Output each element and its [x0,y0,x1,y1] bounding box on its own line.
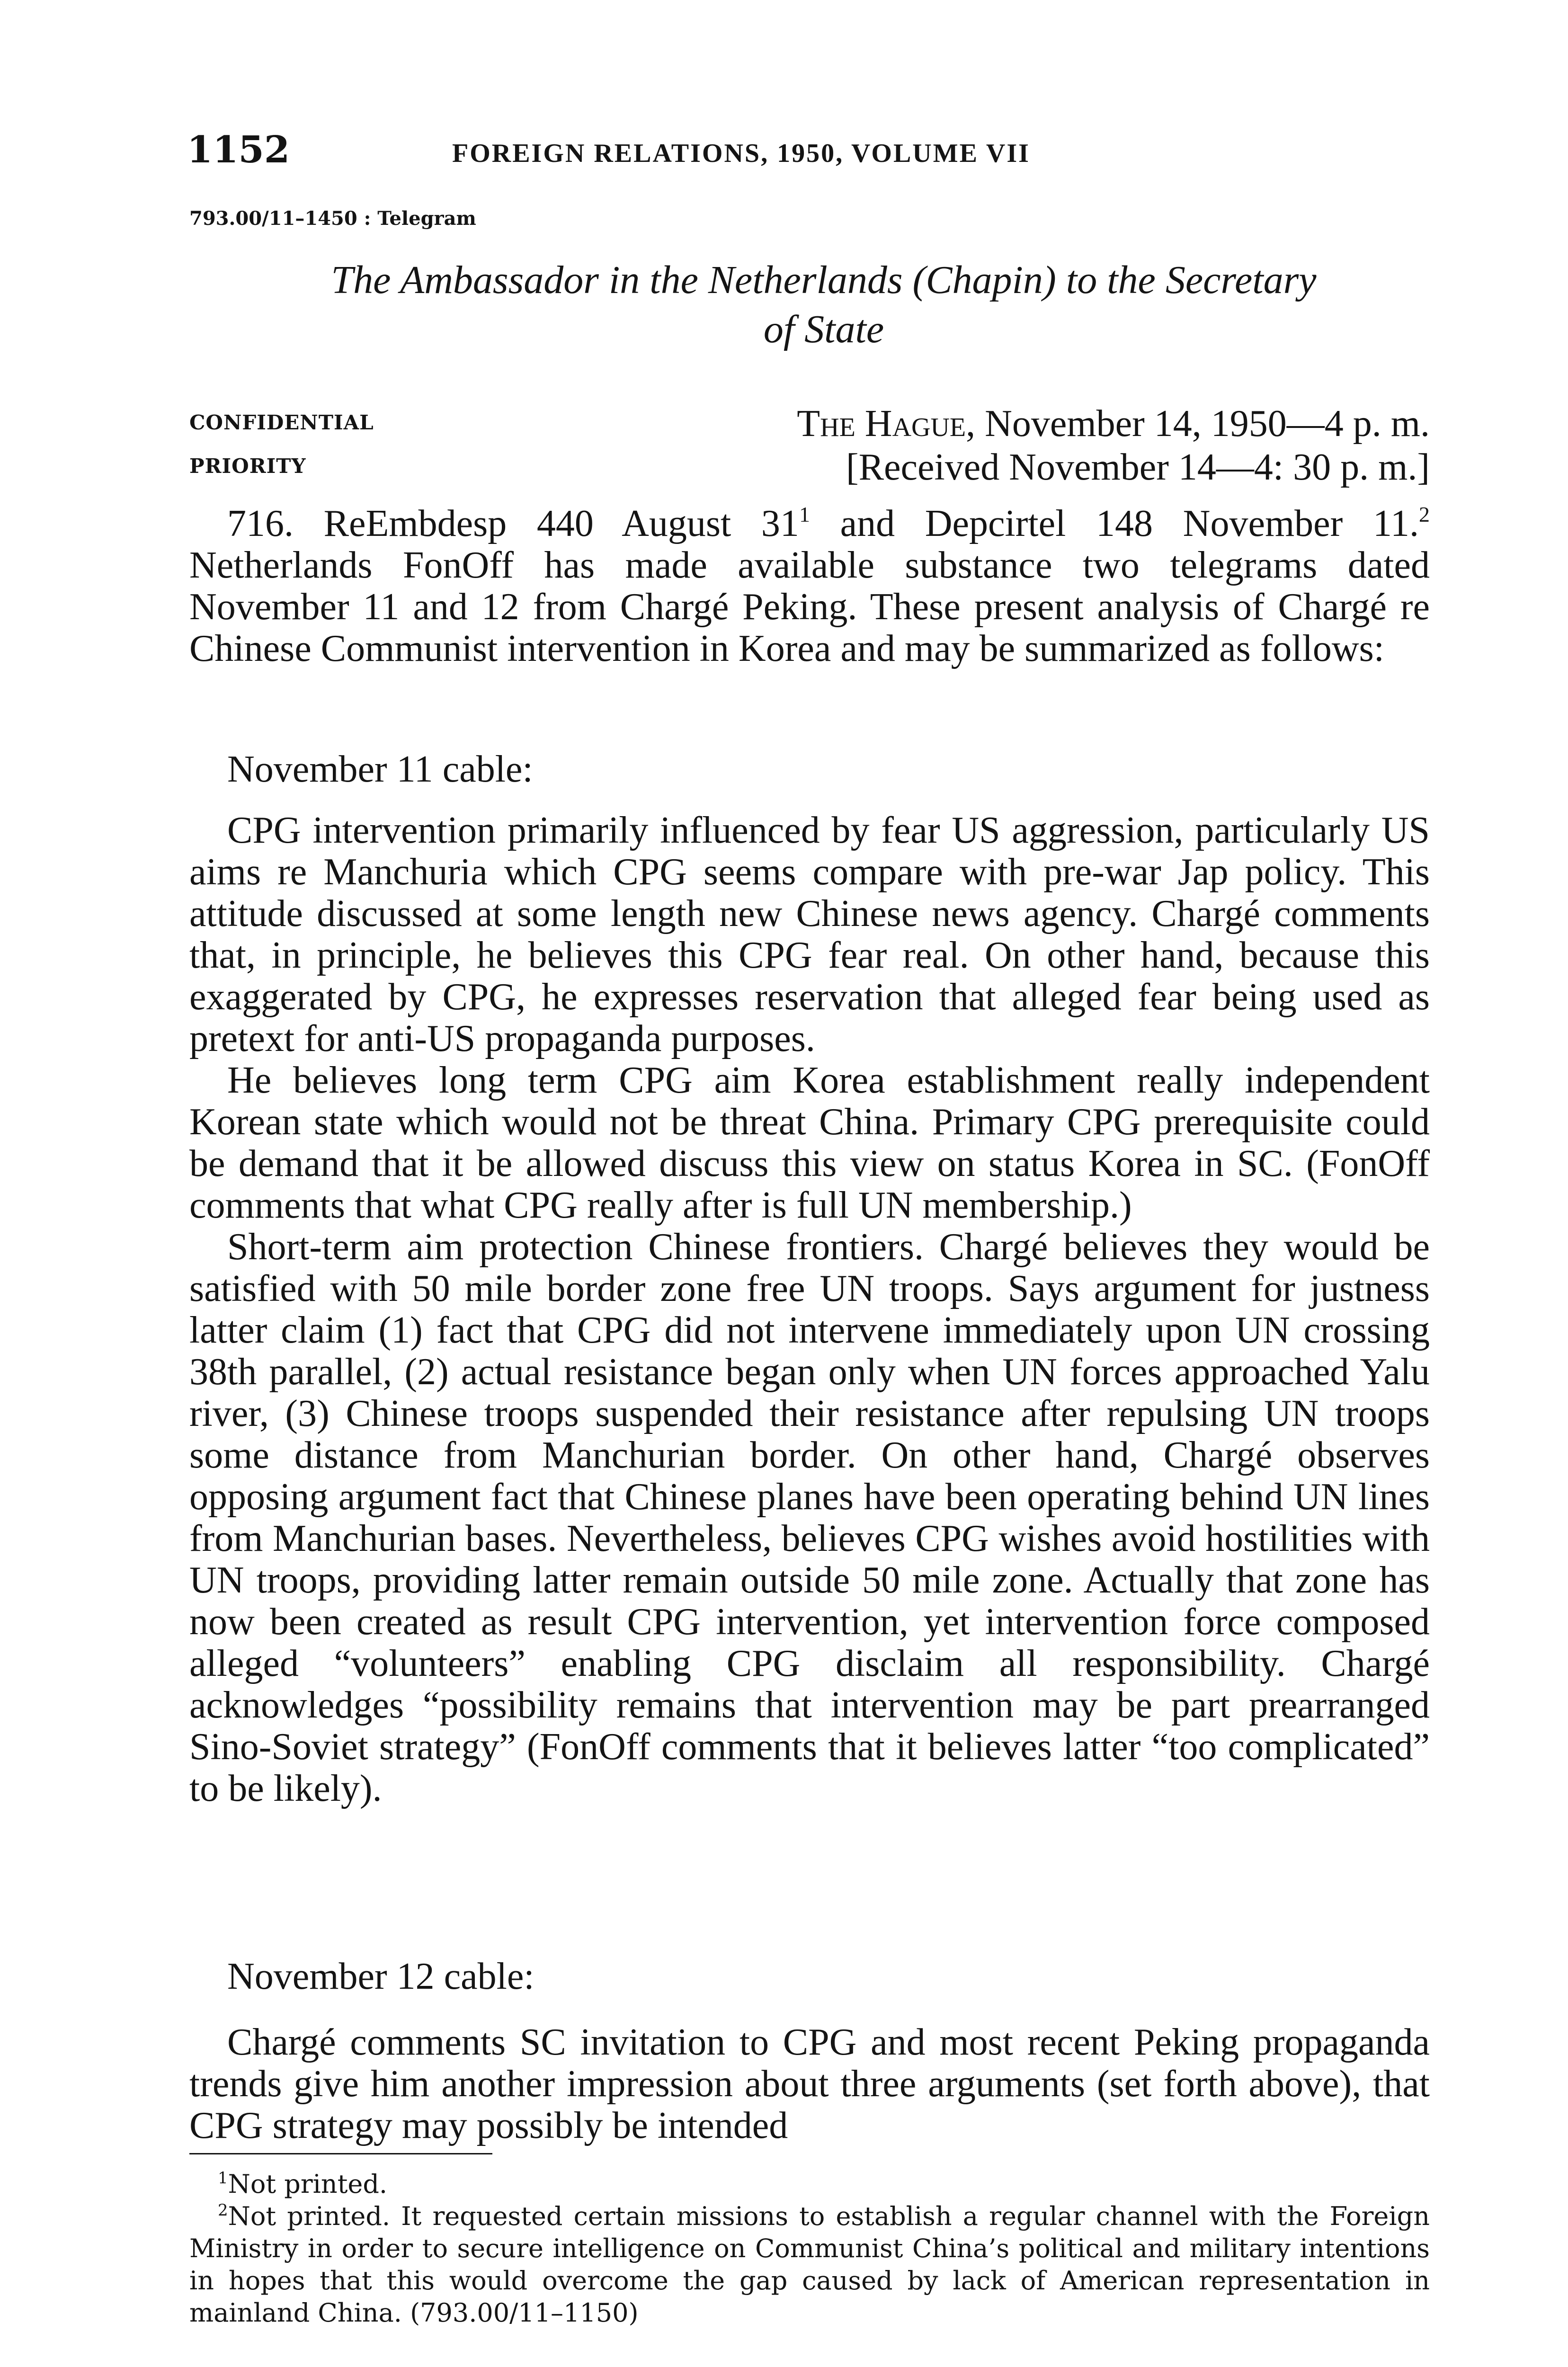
footnote-1 [189,2168,1430,2200]
page-header [187,124,1427,176]
file-reference: 793.00/11–1450 : Telegram [189,207,476,230]
footnote-ref-2: 2 [1419,502,1430,526]
document-title [218,256,1430,354]
received-line: [Received November 14—4: 30 p. m.] [846,446,1430,488]
cable-1-paragraph: CPG intervention primarily influenced by fear US aggression, particularly US aims re Manchuria which CPG seems compare with pre-war Jap policy. This attitude discussed at some length new Chinese news agency. Chargé comments that, in principle, he believes this CPG fear real. On other hand, because this exaggerated by CPG, he expresses reservation that alleged fear being used as pretext for anti-US propaganda purposes. [189,810,1430,1059]
footnote-marker: 2 [218,2201,228,2220]
cable-1-heading: November 11 cable: [227,748,533,790]
opening-paragraph [189,503,1430,669]
footnote-text: Not printed. It requested certain missions to establish a regular channel with the Foreign Ministry in order to secure intelligence on Communist China’s political and military intentions in hopes that this would overcome the gap caused by lack of American representation in mainland China. (793.00/11–1150) [189,2201,1430,2328]
cable-2-heading: November 12 cable: [227,1956,535,1997]
dateline [658,402,1430,445]
opening-text-2: and Depcirtel 148 November 11. [810,503,1419,544]
opening-text-1: 716. ReEmbdesp 440 August 31 [227,503,799,544]
precedence: PRIORITY [189,454,306,478]
page-number: 1152 [187,128,290,171]
running-title: FOREIGN RELATIONS, 1950, VOLUME VII [452,139,1030,168]
dateline-date: , November 14, 1950—4 p. m. [966,403,1430,445]
cable-2-paragraph: Chargé comments SC invitation to CPG and most recent Peking propaganda trends give him another impression about three arguments (set forth above), that CPG strategy may possibly be intended [189,2021,1430,2146]
footnote-text: Not printed. [228,2169,388,2199]
footnote-2 [189,2200,1430,2329]
footnote-marker: 1 [218,2169,228,2188]
opening-text-3: Netherlands FonOff has made available substance two telegrams dated November 11 and 12 from Chargé Peking. These present analysis of Chargé re Chinese Communist intervention in Korea and may be summarized as follows: [189,544,1430,669]
document-title-line-2: of State [763,307,884,351]
cable-1-paragraph: Short-term aim protection Chinese frontiers. Chargé believes they would be satisfied with 50 mile border zone free UN troops. Says argument for justness latter claim (1) fact that CPG did not intervene immediately upon UN crossing 38th parallel, (2) actual resistance began only when UN forces approached Yalu river, (3) Chinese troops suspended their resistance after repulsing UN troops some distance from Manchurian border. On other hand, Chargé observes opposing argument fact that Chinese planes have been operating behind UN lines from Manchurian bases. Nevertheless, believes CPG wishes avoid hostilities with UN troops, providing latter remain outside 50 mile zone. Actually that zone has now been created as result CPG intervention, yet intervention force composed alleged “volunteers” enabling CPG disclaim all responsibility. Chargé acknowledges “possibility remains that intervention may be part prearranged Sino-Soviet strategy” (FonOff comments that it believes latter “too complicated” to be likely). [189,1226,1430,1809]
cable-1-block [189,810,1430,1809]
classification: CONFIDENTIAL [189,411,374,434]
footnotes [189,2168,1430,2329]
footnote-rule [189,2153,492,2154]
footnote-ref-1: 1 [799,502,810,526]
document-title-line-1: The Ambassador in the Netherlands (Chapin) to the Secretary [331,258,1317,302]
dateline-place: The Hague [797,403,966,445]
cable-1-paragraph: He believes long term CPG aim Korea establishment really independent Korean state which would not be threat China. Primary CPG prerequisite could be demand that it be allowed discuss this view on status Korea in SC. (FonOff comments that what CPG really after is full UN membership.) [189,1059,1430,1226]
